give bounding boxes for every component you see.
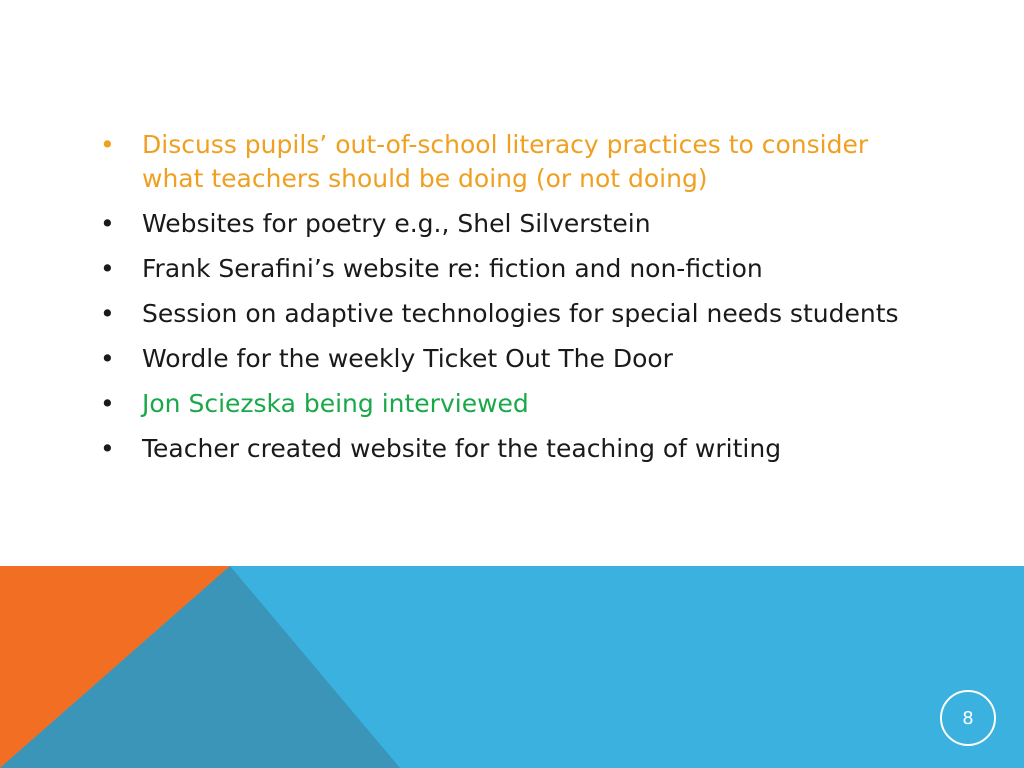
bullet-marker: • [100, 299, 115, 328]
bullet-marker: • [100, 254, 115, 283]
bullet-marker: • [100, 389, 115, 418]
bullet-text: Discuss pupils’ out-of-school literacy practices to consider what teachers should be doing (or not doing) [142, 130, 869, 193]
bullet-item-sciezska-interview [100, 387, 930, 421]
bullet-text: Teacher created website for the teaching of writing [142, 434, 782, 463]
bullet-list [100, 128, 930, 477]
bullet-text: Session on adaptive technologies for special needs students [142, 299, 899, 328]
footer-decorative-band [0, 566, 1024, 768]
bullet-item-out-of-school-literacy [100, 128, 930, 196]
bullet-item-teacher-website [100, 432, 930, 466]
bullet-marker: • [100, 130, 115, 159]
bullet-text: Websites for poetry e.g., Shel Silverstein [142, 209, 651, 238]
bullet-item-poetry-websites [100, 207, 930, 241]
page-number-badge [940, 690, 996, 746]
bullet-link-text[interactable]: Jon Sciezska being interviewed [142, 389, 529, 418]
bullet-marker: • [100, 344, 115, 373]
bullet-item-wordle [100, 342, 930, 376]
bullet-marker: • [100, 209, 115, 238]
bullet-text: Frank Serafini’s website re: fiction and non-fiction [142, 254, 763, 283]
bullet-text: Wordle for the weekly Ticket Out The Door [142, 344, 673, 373]
bullet-item-adaptive-technologies [100, 297, 930, 331]
bullet-marker: • [100, 434, 115, 463]
page-number: 8 [962, 707, 974, 729]
bullet-item-serafini-website [100, 252, 930, 286]
